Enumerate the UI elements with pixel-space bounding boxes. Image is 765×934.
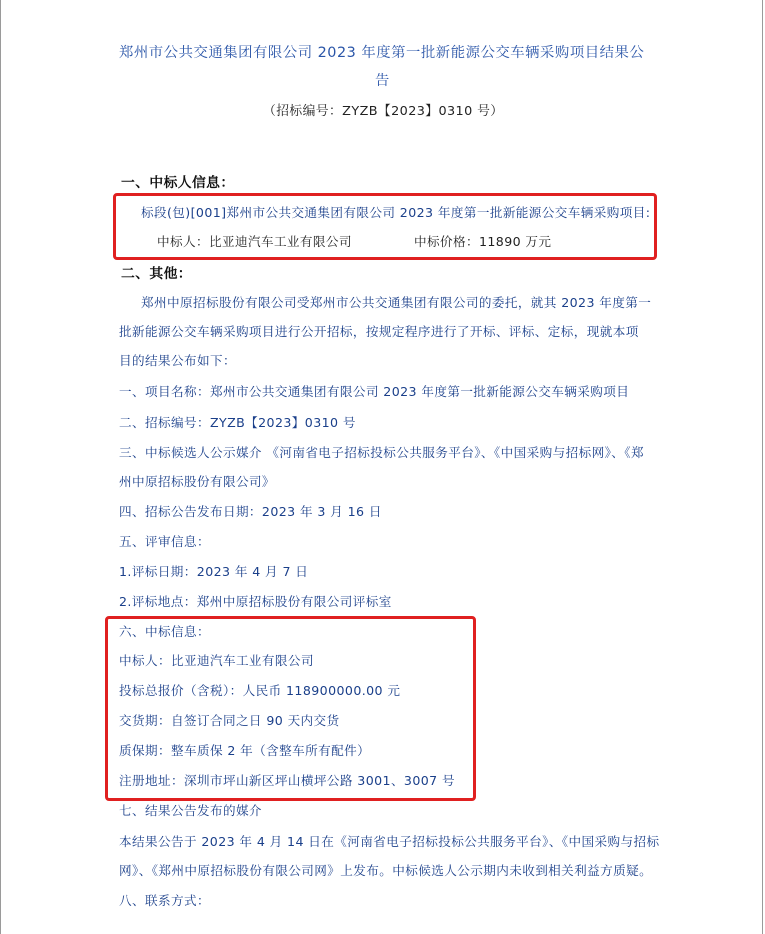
item-contact: 八、联系方式： xyxy=(119,893,210,908)
award-winner: 中标人：比亚迪汽车工业有限公司 xyxy=(119,653,314,668)
award-warranty: 质保期：整车质保 2 年（含整车所有配件） xyxy=(119,743,371,758)
intro-line2: 批新能源公交车辆采购项目进行公开招标，按规定程序进行了开标、评标、定标，现就本项 xyxy=(119,324,639,339)
item-tender-number: 二、招标编号：ZYZB【2023】0310 号 xyxy=(119,415,356,430)
result-media-line1: 本结果公告于 2023 年 4 月 14 日在《河南省电子招标投标公共服务平台》、《中国采购与招标 xyxy=(119,834,660,849)
doc-title-line2: 告 xyxy=(375,73,390,89)
award-heading: 六、中标信息： xyxy=(119,624,210,639)
lot-line: 标段(包)[001]郑州市公共交通集团有限公司 2023 年度第一批新能源公交车辆采购项目: xyxy=(141,205,651,220)
award-address: 注册地址：深圳市坪山新区坪山横坪公路 3001、3007 号 xyxy=(119,773,455,788)
item-media-line2: 州中原招标股份有限公司》 xyxy=(119,474,275,489)
item-review-info: 五、评审信息： xyxy=(119,534,210,549)
item-project-name: 一、项目名称：郑州市公共交通集团有限公司 2023 年度第一批新能源公交车辆采购项目 xyxy=(119,384,630,399)
section2-heading: 二、其他： xyxy=(121,266,192,282)
result-media-line2: 网》、《郑州中原招标股份有限公司网》上发布。中标候选人公示期内未收到相关利益方质疑。 xyxy=(119,863,653,878)
section1-heading: 一、中标人信息： xyxy=(121,175,235,191)
item-result-media: 七、结果公告发布的媒介 xyxy=(119,803,262,818)
winner-label: 中标人：比亚迪汽车工业有限公司 xyxy=(157,234,352,249)
eval-date: 1.评标日期：2023 年 4 月 7 日 xyxy=(119,564,309,579)
eval-place: 2.评标地点：郑州中原招标股份有限公司评标室 xyxy=(119,594,392,609)
award-delivery: 交货期：自签订合同之日 90 天内交货 xyxy=(119,713,340,728)
award-total-price: 投标总报价（含税）：人民币 118900000.00 元 xyxy=(119,683,401,698)
price-label: 中标价格：11890 万元 xyxy=(414,234,552,249)
doc-title-line1: 郑州市公共交通集团有限公司 2023 年度第一批新能源公交车辆采购项目结果公 xyxy=(119,45,645,61)
item-media-line1: 三、中标候选人公示媒介 《河南省电子招标投标公共服务平台》、《中国采购与招标网》、《郑 xyxy=(119,445,644,460)
intro-line1: 郑州中原招标股份有限公司受郑州市公共交通集团有限公司的委托，就其 2023 年度第一 xyxy=(141,295,652,310)
item-publish-date: 四、招标公告发布日期：2023 年 3 月 16 日 xyxy=(119,504,382,519)
tender-number: （招标编号：ZYZB【2023】0310 号） xyxy=(263,104,504,119)
intro-line3: 目的结果公布如下： xyxy=(119,353,236,368)
